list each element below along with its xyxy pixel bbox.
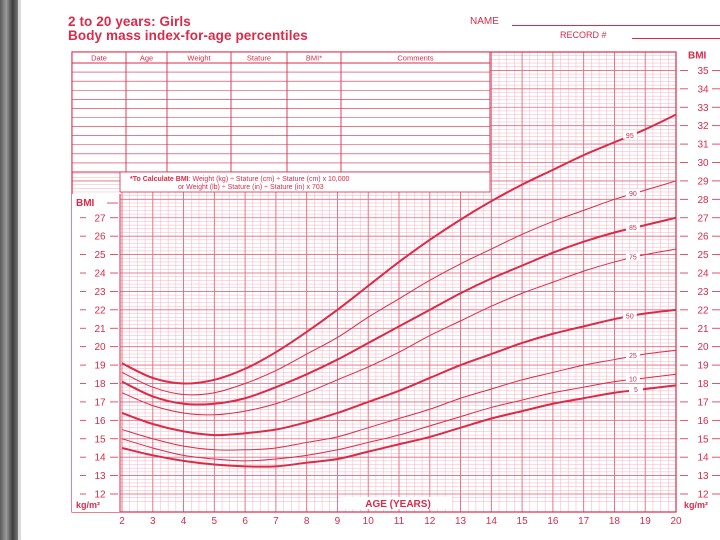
table-header-cell: Age	[139, 53, 154, 63]
name-label: NAME	[470, 16, 499, 27]
percentile-label: 50	[625, 313, 634, 321]
y-tick-label-left: 18	[94, 379, 106, 390]
y-tick-label-right: 35	[697, 65, 709, 77]
y-tick-label-right: 14	[697, 452, 709, 464]
formula-line-2: or Weight (lb) ÷ Stature (in) ÷ Stature (in) x 703	[178, 184, 324, 191]
formula-rest: : Weight (kg) ÷ Stature (cm) ÷ Stature (cm) x 10,000	[188, 176, 350, 183]
x-tick-label: 13	[454, 516, 467, 527]
y-tick-label-left: 14	[94, 452, 106, 464]
y-tick-label-left: 27	[94, 213, 106, 225]
y-tick-label-right: 19	[697, 360, 709, 372]
y-tick-label-right: 17	[697, 397, 709, 409]
y-tick-label-right: 30	[697, 158, 709, 169]
percentile-label: 90	[629, 190, 637, 198]
y-tick-label-right: 32	[697, 121, 709, 133]
percentile-label: 75	[629, 254, 637, 262]
record-label: RECORD #	[560, 30, 607, 40]
y-tick-label-left: 21	[94, 323, 106, 335]
x-tick-label: 9	[334, 516, 341, 527]
y-tick-label-right: 20	[697, 342, 709, 354]
x-tick-label: 19	[639, 516, 651, 527]
y-tick-label-right: 12	[697, 489, 709, 501]
table-header-cell: Stature	[246, 53, 272, 63]
table-header-cell: Comments	[397, 53, 434, 63]
chart-subtitle: Body mass index-for-age percentiles	[68, 28, 308, 43]
table-header-cell: BMI*	[305, 53, 323, 63]
y-tick-label-right: 25	[697, 250, 709, 262]
x-tick-label: 14	[485, 516, 497, 527]
y-tick-label-right: 13	[697, 471, 709, 483]
y-tick-label-right: 33	[697, 102, 709, 114]
x-axis-title: AGE (YEARS)	[365, 499, 431, 510]
percentile-label: 95	[625, 132, 634, 140]
y-tick-label-left: 16	[94, 415, 106, 427]
x-tick-label: 12	[424, 516, 436, 527]
percentile-label: 5	[634, 387, 638, 395]
y-tick-label-left: 23	[94, 286, 106, 298]
x-tick-label: 5	[211, 516, 218, 527]
formula-line-1	[130, 176, 350, 183]
y-tick-label-left: 25	[94, 250, 106, 262]
x-tick-label: 20	[670, 516, 682, 527]
y-axis-unit-left: kg/m²	[76, 500, 101, 510]
x-tick-label: 15	[516, 516, 528, 527]
y-tick-label-left: 15	[94, 434, 106, 446]
y-tick-label-right: 34	[697, 84, 709, 96]
y-tick-label-right: 29	[697, 176, 709, 188]
x-tick-label: 6	[242, 516, 248, 527]
y-tick-label-right: 18	[697, 379, 709, 390]
y-tick-label-right: 28	[697, 194, 709, 206]
percentile-label: 85	[629, 225, 637, 233]
y-tick-label-right: 23	[697, 286, 709, 298]
y-axis-unit-right: kg/m²	[684, 500, 709, 510]
x-tick-label: 17	[578, 516, 590, 527]
formula-prefix: *To Calculate BMI	[130, 176, 189, 183]
y-tick-label-left: 19	[94, 360, 106, 372]
y-tick-label-left: 22	[94, 305, 106, 317]
x-tick-label: 8	[303, 516, 310, 527]
x-tick-label: 18	[608, 516, 621, 527]
y-tick-label-left: 26	[94, 231, 106, 243]
x-tick-label: 11	[393, 516, 405, 527]
x-tick-label: 10	[362, 516, 374, 527]
y-tick-label-right: 21	[697, 323, 709, 335]
y-tick-label-right: 27	[697, 213, 709, 225]
x-tick-label: 7	[273, 516, 279, 527]
y-tick-label-left: 24	[94, 268, 106, 280]
y-tick-label-right: 26	[697, 231, 709, 243]
y-axis-title-left: BMI	[76, 198, 95, 210]
y-tick-label-right: 16	[697, 415, 709, 427]
y-tick-label-left: 13	[94, 471, 106, 483]
y-tick-label-left: 20	[94, 342, 106, 354]
y-tick-label-right: 24	[697, 268, 709, 280]
x-tick-label: 4	[180, 516, 187, 527]
table-header-cell: Weight	[187, 53, 211, 63]
y-axis-title-right: BMI	[688, 50, 707, 62]
x-tick-label: 2	[119, 516, 125, 527]
x-tick-label: 3	[149, 516, 156, 527]
x-tick-label: 16	[547, 516, 559, 527]
y-tick-label-right: 31	[697, 139, 709, 151]
y-tick-label-right: 15	[697, 434, 709, 446]
percentile-label: 10	[629, 376, 637, 384]
y-tick-label-left: 12	[94, 489, 106, 501]
chart-title: 2 to 20 years: Girls	[68, 14, 191, 29]
y-tick-label-right: 22	[697, 305, 709, 317]
percentile-label: 25	[629, 353, 637, 361]
y-tick-label-left: 17	[94, 397, 106, 409]
table-header-cell: Date	[91, 53, 107, 63]
